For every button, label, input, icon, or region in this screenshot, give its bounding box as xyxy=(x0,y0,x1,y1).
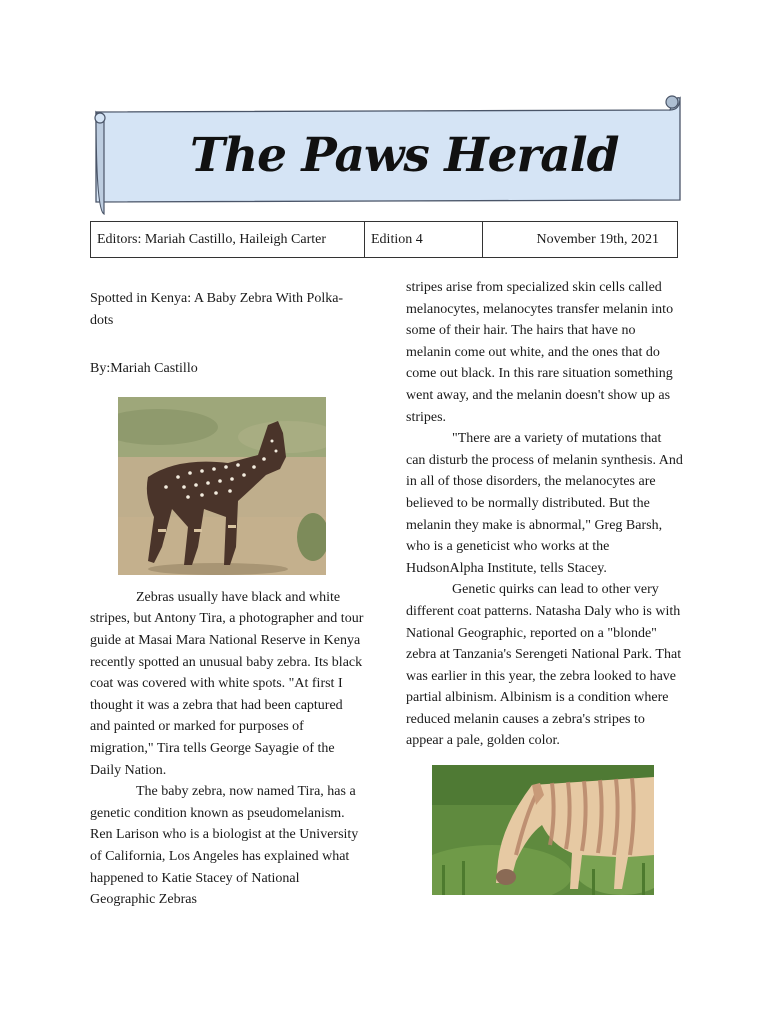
editors-cell: Editors: Mariah Castillo, Haileigh Carter xyxy=(91,222,365,257)
golden-zebra-photo xyxy=(432,765,654,895)
date-cell: November 19th, 2021 xyxy=(536,231,659,247)
article-paragraph: stripes arise from specialized skin cells called melanocytes, melanocytes transfer melanin into some of their hair. The hairs that have no melanin come out white, and the ones that do come out black. In this rare situation something went away, and the melanin doesn't show up as stripes. xyxy=(406,280,674,425)
spotted-zebra-foal-photo xyxy=(118,397,326,575)
article-left-column xyxy=(90,288,365,911)
edition-cell: Edition 4 xyxy=(365,222,483,257)
info-table xyxy=(90,221,678,258)
article-right-column xyxy=(406,277,684,895)
article-headline: Spotted in Kenya: A Baby Zebra With Polka-dots xyxy=(90,291,344,328)
article-paragraph: Zebras usually have black and white stripes, but Antony Tira, a photographer and tour guide at Masai Mara National Reserve in Kenya recently spotted an unusual baby zebra. Its black coat was covered with white spots. "At first I thought it was a zebra that had been captured and painted or marked for purposes of migration," Tira tells George Sayagie of the Daily Nation. xyxy=(90,589,364,778)
masthead-title: The Paws Herald xyxy=(190,128,619,183)
article-paragraph: "There are a variety of mutations that can disturb the process of melanin synthesis. And in all of those disorders, the melanocytes are believed to be normally distributed. But the melanin they make is abnormal," Greg Barsh, who is a geneticist who works at the HudsonAlpha Institute, tells Stacey. xyxy=(406,431,683,576)
article-paragraph: Genetic quirks can lead to other very different coat patterns. Natasha Daly who is with National Geographic, reported on a "blonde" zebra at Tanzania's Serengeti National Park. That was earlier in this year, the zebra looked to have partial albinism. Albinism is a condition where reduced melanin causes a zebra's stripes to appear a pale, golden color. xyxy=(406,582,682,749)
article-byline: By:Mariah Castillo xyxy=(90,361,198,377)
article-paragraph: The baby zebra, now named Tira, has a genetic condition known as pseudomelanism. Ren Larison who is a biologist at the University of California, Los Angeles has explained what happened to Katie Stacey of National Geographic Zebras xyxy=(90,784,359,908)
